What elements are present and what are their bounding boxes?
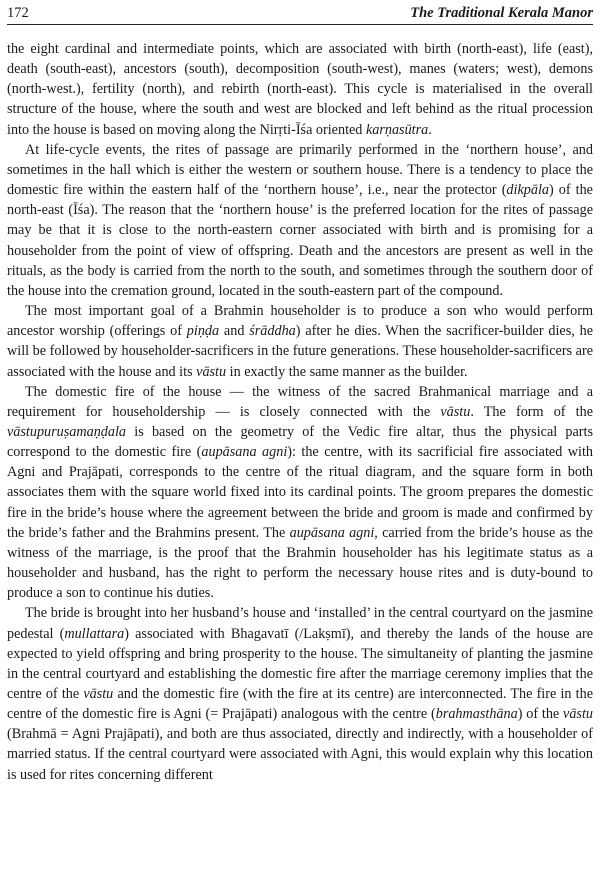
text-run: . The form of the <box>470 403 593 420</box>
text-run: and the domestic fire (with the fire at its centre) are interconnected. The fire in the centre of the domestic fire is Agni (= Prajāpati) analogous with the centre ( <box>7 686 593 723</box>
text-run: is based on the geometry of the Vedic fire altar, thus the physical parts correspond to the domestic fire ( <box>7 423 593 461</box>
text-run: The most important goal of a Brahmin householder is to produce a son who would perform ancestor worship (offerings of <box>7 303 593 340</box>
italic-term: dikpāla <box>506 182 549 199</box>
text-run: ) of the north-east (Īśa). The reason that the ‘northern house’ is the preferred location for the rites of passage may be that it is close to the north-eastern corner associated with birth and is promising for a householder from the point of view of offspring. Death and the ancestors are present as well in the rituals, as the body is carried from the north to the south, and sometimes through the southern door of the house into the cremation ground, located in the south-eastern part of the compound. <box>7 182 593 299</box>
italic-term: vāstupuruṣamaṇḍala <box>7 423 127 440</box>
italic-term: aupāsana agni <box>289 524 375 541</box>
text-run: The bride is brought into her husband’s house and ‘installed’ in the central courtyard on the jasmine pedestal ( <box>7 605 593 642</box>
running-header <box>7 4 593 25</box>
italic-term: śrāddha <box>249 323 296 340</box>
body-text <box>7 39 593 785</box>
text-run: ) of the <box>517 706 564 723</box>
paragraph <box>7 603 593 784</box>
italic-term: vāstu <box>196 363 227 380</box>
paragraph <box>7 140 593 301</box>
italic-term: piṇḍa <box>186 323 220 340</box>
italic-term: vāstu <box>563 706 593 723</box>
paragraph <box>7 301 593 382</box>
running-title: The Traditional Kerala Manor <box>410 5 593 21</box>
page-number: 172 <box>7 5 29 21</box>
text-run: ) after he dies. When the sacrificer-builder dies, he will be followed by householder-sacrificers in the future generations. These householder-sacrificers are associated with the house and its <box>7 323 593 380</box>
text-run: At life-cycle events, the rites of passage are primarily performed in the ‘northern house’, and sometimes in the hall which is either the western or southern house. There is a tendency to place the domestic fire within the eastern half of the ‘northern house’, i.e., near the protector ( <box>7 141 593 199</box>
text-run: ) associated with Bhagavatī (/Lakṣmī), and thereby the lands of the house are expected to yield offspring and bring prosperity to the house. The simultaneity of planting the jasmine in the central courtyard and establishing the domestic fire after the marriage ceremony implies that the centre of the <box>7 625 593 702</box>
paragraph <box>7 39 593 140</box>
italic-term: brahmasthāna <box>435 706 518 723</box>
text-run: . <box>428 121 432 138</box>
text-run: in exactly the same manner as the builder. <box>226 363 468 380</box>
text-run: , carried from the bride’s house as the witness of the marriage, is the proof that the Brahmin householder has his legitimate status as a householder and husband, has the right to perform the necessary house rites and is duty-bound to produce a son to continue his duties. <box>7 524 593 602</box>
text-run: ): the centre, with its sacrificial fire associated with Agni and Prajāpati, corresponds to the centre of the ritual diagram, and the square form in both associates them with the square world fixed into its cardinal points. The groom prepares the domestic fire in the bride’s house where the agreement between the bride and groom is made and confirmed by the bride’s father and the Brahmins present. The <box>7 444 593 541</box>
paragraph <box>7 382 593 604</box>
text-run: The domestic fire of the house — the witness of the sacred Brahmanical marriage and a requirement for householdership — is closely connected with the <box>7 383 593 420</box>
text-run: (Brahmā = Agni Prajāpati), and both are thus associated, directly and indirectly, with a householder of married status. If the central courtyard were associated with Agni, this would explain why this location is used for rites concerning different <box>7 726 593 783</box>
text-run: the eight cardinal and intermediate points, which are associated with birth (north-east), life (east), death (south-east), ancestors (south), decomposition (south-west), manes (waters; west), demons (north-west.), fertility (north), and rebirth (north-east). This cycle is materialised in the overall structure of the house, where the south and west are blocked and left behind as the ritual procession into the house is based on moving along the Nirṛti-Īśa oriented <box>7 41 593 138</box>
italic-term: vāstu <box>83 686 114 702</box>
italic-term: karṇasūtra <box>365 121 429 138</box>
italic-term: mullattara <box>64 625 125 642</box>
text-run: and <box>219 323 250 340</box>
italic-term: aupāsana agni <box>201 444 288 461</box>
italic-term: vāstu <box>440 403 471 420</box>
